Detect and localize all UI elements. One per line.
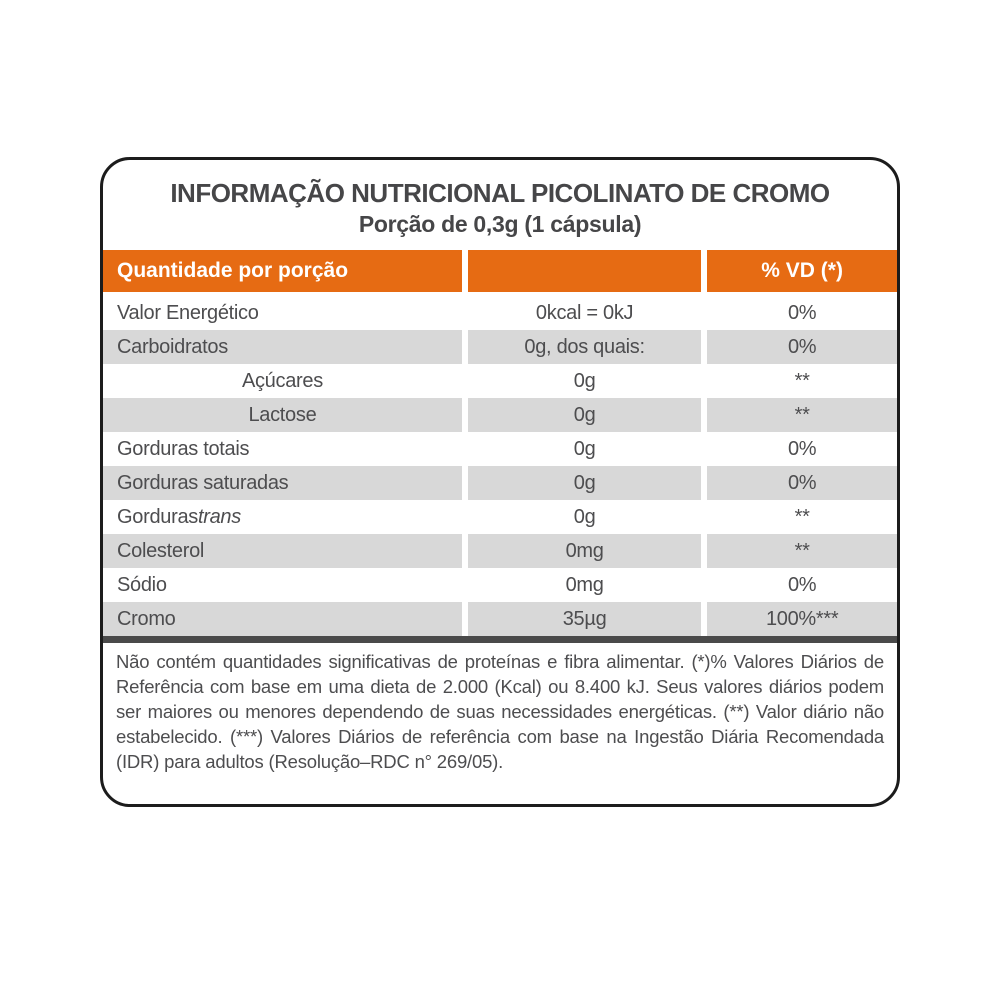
table-row	[103, 568, 897, 602]
nutrient-daily-value: **	[707, 398, 897, 432]
nutrient-amount: 0g	[468, 500, 701, 534]
nutrient-label: Carboidratos	[103, 330, 462, 364]
nutrient-daily-value: 0%	[707, 466, 897, 500]
nutrient-daily-value: 0%	[707, 432, 897, 466]
nutrient-amount: 0g	[468, 466, 701, 500]
nutrient-amount: 0g	[468, 364, 701, 398]
nutrient-daily-value: **	[707, 500, 897, 534]
label-title: INFORMAÇÃO NUTRICIONAL PICOLINATO DE CROMO	[170, 178, 830, 208]
header-quantity-per-serving: Quantidade por porção	[103, 250, 462, 292]
nutrient-amount: 35µg	[468, 602, 701, 636]
nutrient-label: Sódio	[103, 568, 462, 602]
nutrient-label: Lactose	[103, 398, 462, 432]
header-amount-column	[468, 250, 701, 292]
nutrient-amount: 0kcal = 0kJ	[468, 296, 701, 330]
nutrient-amount: 0g	[468, 432, 701, 466]
table-row	[103, 466, 897, 500]
table-row	[103, 364, 897, 398]
nutrient-label: Colesterol	[103, 534, 462, 568]
nutrient-amount: 0g	[468, 398, 701, 432]
table-row	[103, 432, 897, 466]
nutrient-amount: 0g, dos quais:	[468, 330, 701, 364]
nutrient-daily-value: 100%***	[707, 602, 897, 636]
nutrient-label: Gorduras saturadas	[103, 466, 462, 500]
nutrient-label: Açúcares	[103, 364, 462, 398]
nutrient-label: Gorduras trans	[103, 500, 462, 534]
table-bottom-bar	[103, 636, 897, 643]
header-daily-value: % VD (*)	[707, 250, 897, 292]
serving-size: Porção de 0,3g (1 cápsula)	[358, 211, 642, 237]
table-row	[103, 602, 897, 636]
nutrient-amount: 0mg	[468, 534, 701, 568]
table-row	[103, 296, 897, 330]
footnotes-text: Não contém quantidades significativas de proteínas e fibra alimentar. (*)% Valores Diários de Referência com base em uma dieta de 2.000 (Kcal) ou 8.400 kJ. Seus valores diários podem ser maiores ou menores dependendo de suas necessidades energéticas. (**) Valor diário não estabelecido. (***) Valores Diários de referência com base na Ingestão Diária Recomendada (IDR) para adultos (Resolução–RDC n° 269/05).	[116, 651, 884, 772]
nutrient-daily-value: 0%	[707, 568, 897, 602]
nutrient-amount: 0mg	[468, 568, 701, 602]
nutrition-label	[100, 157, 900, 807]
nutrient-daily-value: 0%	[707, 296, 897, 330]
nutrient-daily-value: **	[707, 534, 897, 568]
nutrient-label: Cromo	[103, 602, 462, 636]
table-row	[103, 330, 897, 364]
table-row	[103, 534, 897, 568]
table-header-row	[103, 250, 897, 292]
nutrient-daily-value: **	[707, 364, 897, 398]
table-row	[103, 398, 897, 432]
nutrient-label: Gorduras totais	[103, 432, 462, 466]
nutrient-label: Valor Energético	[103, 296, 462, 330]
nutrition-rows	[103, 296, 897, 636]
table-row	[103, 500, 897, 534]
nutrient-daily-value: 0%	[707, 330, 897, 364]
